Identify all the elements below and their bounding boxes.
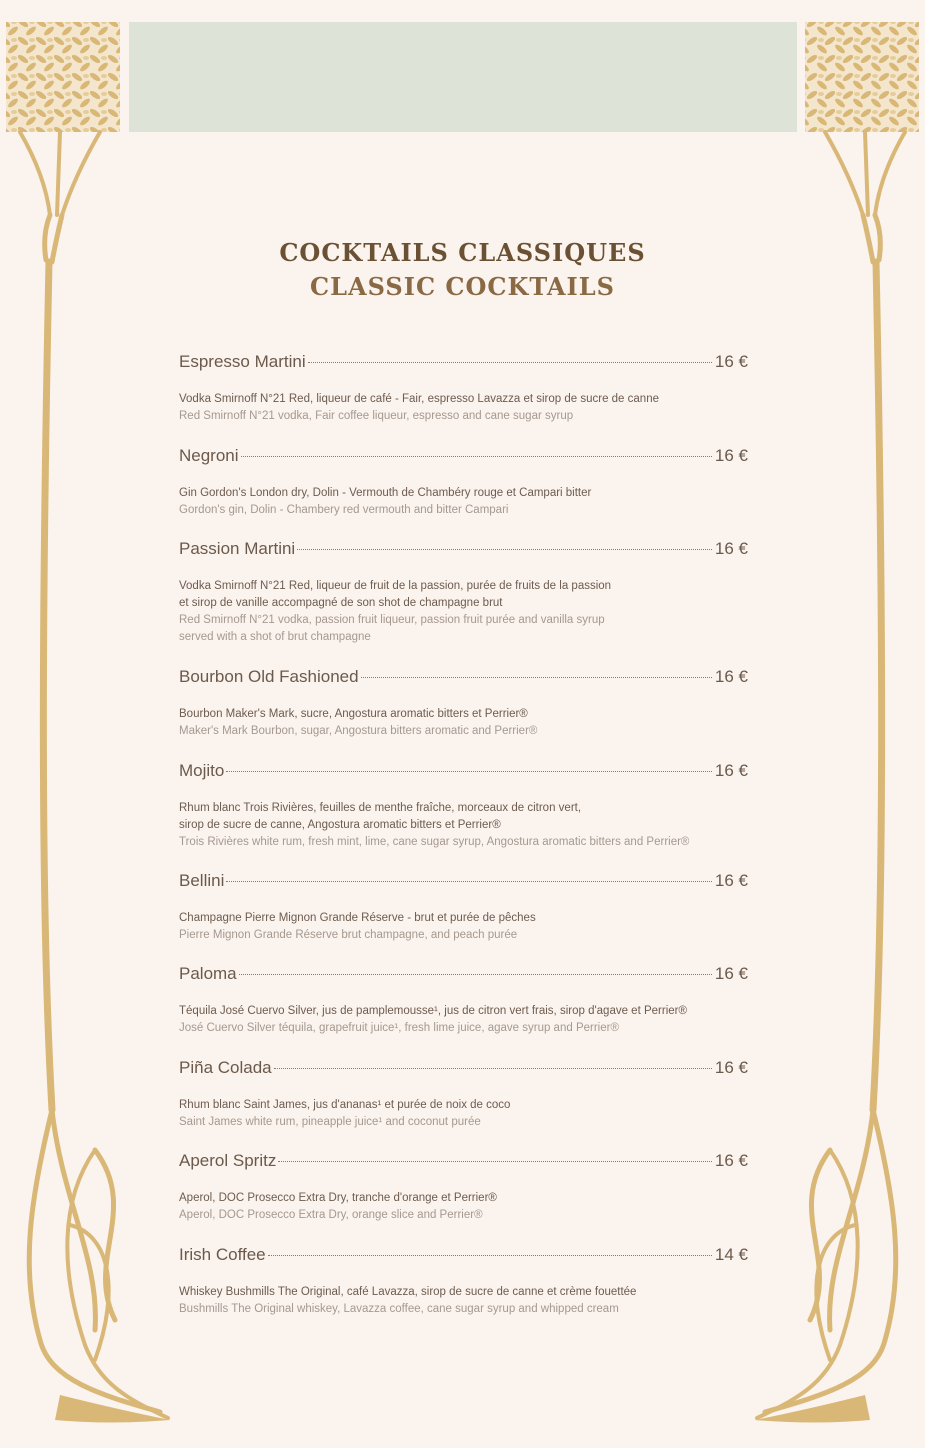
menu-item	[179, 352, 748, 425]
dotted-leader	[297, 549, 712, 550]
description-english-line: Saint James white rum, pineapple juice¹ and coconut purée	[179, 1116, 481, 1128]
cocktail-description	[179, 485, 748, 519]
cocktail-name: Aperol Spritz	[179, 1151, 277, 1170]
cocktail-description	[179, 1003, 748, 1037]
dotted-leader	[361, 677, 712, 678]
description-french-line: Rhum blanc Saint James, jus d'ananas¹ et purée de noix de coco	[179, 1099, 511, 1111]
cocktail-price: 16 €	[714, 1151, 748, 1170]
menu-item	[179, 964, 748, 1037]
description-french-line: et sirop de vanille accompagné de son shot de champagne brut	[179, 597, 503, 609]
menu-item	[179, 1058, 748, 1131]
description-english-line: Bushmills The Original whiskey, Lavazza coffee, cane sugar syrup and whipped cream	[179, 1303, 619, 1315]
cocktail-description	[179, 800, 748, 851]
dotted-leader	[241, 456, 712, 457]
description-french-line: Aperol, DOC Prosecco Extra Dry, tranche d'orange et Perrier®	[179, 1192, 497, 1204]
dotted-leader	[268, 1255, 712, 1256]
title-english: CLASSIC COCKTAILS	[310, 272, 615, 301]
description-french-line: Whiskey Bushmills The Original, café Lavazza, sirop de sucre de canne et crème fouettée	[179, 1286, 637, 1298]
cocktail-price: 16 €	[714, 667, 748, 686]
cocktail-description	[179, 1190, 748, 1224]
menu-titles	[0, 236, 925, 304]
description-french-line: Vodka Smirnoff N°21 Red, liqueur de fruit de la passion, purée de fruits de la passion	[179, 580, 612, 592]
dotted-leader	[226, 771, 712, 772]
dotted-leader	[278, 1161, 712, 1162]
menu-item-header	[179, 1151, 748, 1181]
cocktail-price: 16 €	[714, 446, 748, 465]
cocktail-price: 16 €	[714, 539, 748, 558]
menu-item-header	[179, 539, 748, 569]
menu-item	[179, 1245, 748, 1318]
description-french-line: Vodka Smirnoff N°21 Red, liqueur de café - Fair, espresso Lavazza et sirop de sucre de canne	[179, 393, 659, 405]
title-french: COCKTAILS CLASSIQUES	[279, 238, 646, 267]
cocktail-description	[179, 1097, 748, 1131]
dotted-leader	[308, 362, 712, 363]
description-english-line: Trois Rivières white rum, fresh mint, lime, cane sugar syrup, Angostura aromatic bitters and Perrier®	[179, 836, 690, 848]
cocktail-name: Espresso Martini	[179, 352, 306, 371]
floral-ornament-right-icon	[745, 0, 925, 1448]
cocktail-name: Paloma	[179, 964, 237, 983]
cocktail-price: 16 €	[714, 761, 748, 780]
dotted-leader	[226, 881, 712, 882]
cocktail-description	[179, 706, 748, 740]
menu-item-header	[179, 761, 748, 791]
menu-item-header	[179, 446, 748, 476]
description-french-line: Rhum blanc Trois Rivières, feuilles de menthe fraîche, morceaux de citron vert,	[179, 802, 582, 814]
menu-item-header	[179, 1058, 748, 1088]
cocktail-name: Piña Colada	[179, 1058, 272, 1077]
menu-item	[179, 761, 748, 851]
menu-item	[179, 446, 748, 519]
description-french-line: Téquila José Cuervo Silver, jus de pamplemousse¹, jus de citron vert frais, sirop d'agave et Perrier®	[179, 1005, 687, 1017]
description-french-line: sirop de sucre de canne, Angostura aromatic bitters et Perrier®	[179, 819, 501, 831]
floral-ornament-left-icon	[0, 0, 180, 1448]
menu-item	[179, 667, 748, 740]
description-french-line: Gin Gordon's London dry, Dolin - Vermouth de Chambéry rouge et Campari bitter	[179, 487, 592, 499]
menu-item-header	[179, 667, 748, 697]
menu-item	[179, 871, 748, 944]
cocktail-price: 16 €	[714, 1058, 748, 1077]
cocktail-description	[179, 578, 748, 646]
cocktail-name: Bellini	[179, 871, 225, 890]
menu-item-header	[179, 352, 748, 382]
dotted-leader	[274, 1068, 712, 1069]
cocktail-price: 14 €	[714, 1245, 748, 1264]
description-english-line: Maker's Mark Bourbon, sugar, Angostura bitters aromatic and Perrier®	[179, 725, 538, 737]
description-english-line: Gordon's gin, Dolin - Chambery red vermouth and bitter Campari	[179, 504, 509, 516]
menu-item	[179, 1151, 748, 1224]
cocktail-name: Passion Martini	[179, 539, 296, 558]
cocktail-name: Mojito	[179, 761, 225, 780]
menu-item-header	[179, 871, 748, 901]
description-english-line: Red Smirnoff N°21 vodka, Fair coffee liqueur, espresso and cane sugar syrup	[179, 410, 574, 422]
cocktail-price: 16 €	[714, 871, 748, 890]
cocktail-price: 16 €	[714, 352, 748, 371]
menu-item-header	[179, 1245, 748, 1275]
description-english-line: Red Smirnoff N°21 vodka, passion fruit liqueur, passion fruit purée and vanilla syrup	[179, 614, 605, 626]
dotted-leader	[239, 974, 712, 975]
cocktail-name: Bourbon Old Fashioned	[179, 667, 359, 686]
description-english-line: José Cuervo Silver téquila, grapefruit juice¹, fresh lime juice, agave syrup and Perrier®	[179, 1022, 619, 1034]
description-english-line: Pierre Mignon Grande Réserve brut champagne, and peach purée	[179, 929, 518, 941]
cocktail-description	[179, 910, 748, 944]
cocktail-description	[179, 1284, 748, 1318]
header-band	[129, 22, 797, 132]
cocktail-name: Irish Coffee	[179, 1245, 266, 1264]
description-english-line: served with a shot of brut champagne	[179, 631, 371, 643]
cocktail-name: Negroni	[179, 446, 239, 465]
cocktail-description	[179, 391, 748, 425]
cocktail-price: 16 €	[714, 964, 748, 983]
description-french-line: Bourbon Maker's Mark, sucre, Angostura aromatic bitters et Perrier®	[179, 708, 528, 720]
menu-item	[179, 539, 748, 646]
description-french-line: Champagne Pierre Mignon Grande Réserve - brut et purée de pêches	[179, 912, 536, 924]
menu-item-header	[179, 964, 748, 994]
description-english-line: Aperol, DOC Prosecco Extra Dry, orange slice and Perrier®	[179, 1209, 483, 1221]
